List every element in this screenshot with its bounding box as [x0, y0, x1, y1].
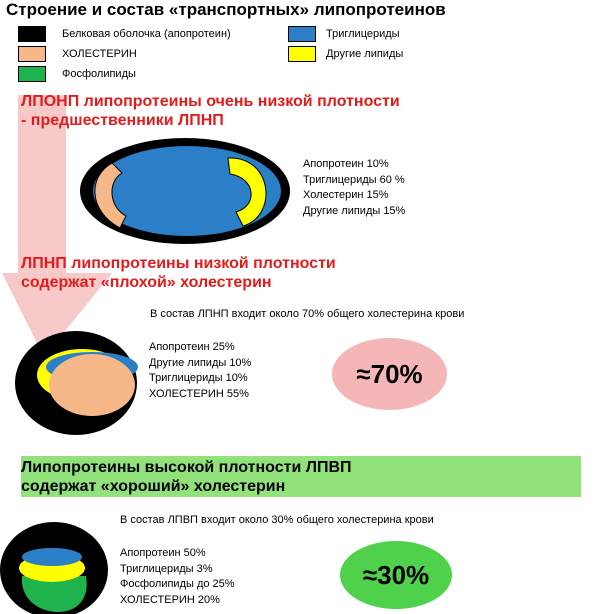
legend-label-other-lipids: Другие липиды [326, 48, 404, 60]
legend-swatch-phospholipids [18, 66, 46, 82]
hdl-composition-item: Апопротеин 50% [120, 547, 206, 559]
hdl-composition [120, 546, 235, 608]
ldl-heading-line1: ЛПНП липопротеины низкой плотности [21, 255, 336, 272]
vldl-heading-line2: - предшественники ЛПНП [21, 112, 224, 129]
legend-swatch-other-lipids [288, 46, 316, 62]
hdl-heading [21, 458, 352, 496]
hdl-particle-diagram [0, 520, 110, 614]
vldl-heading [21, 92, 400, 130]
legend-swatch-triglycerides [288, 26, 316, 42]
hdl-composition-item: ХОЛЕСТЕРИН 20% [120, 593, 220, 606]
vldl-composition-item: Холестерин 15% [303, 189, 389, 201]
ldl-cholesterol-core [49, 354, 135, 416]
ldl-note: В состав ЛПНП входит около 70% общего холестерина крови [150, 308, 465, 320]
legend-label-triglycerides: Триглицериды [326, 28, 400, 40]
hdl-cholesterol-share-badge: ≈30% [340, 541, 452, 609]
hdl-heading-line1: Липопротеины высокой плотности ЛПВП [21, 459, 352, 476]
hdl-triglyceride-layer [22, 548, 82, 566]
hdl-composition-item: Триглицериды 3% [120, 562, 213, 575]
ldl-cholesterol-share-badge: ≈70% [332, 338, 447, 410]
hdl-note: В состав ЛПВП входит около 30% общего холестерина крови [120, 514, 434, 526]
ldl-heading [21, 254, 336, 292]
vldl-composition-item: Апопротеин 10% [303, 158, 389, 170]
ldl-heading-line2: содержат «плохой» холестерин [21, 274, 272, 291]
ldl-particle-diagram [14, 330, 139, 436]
ldl-composition-item: Триглицериды 10% [149, 372, 248, 384]
legend-swatch-cholesterol [18, 46, 46, 62]
ldl-composition-item: Апопротеин 25% [149, 341, 235, 353]
page-title: Строение и состав «транспортных» липопротеинов [6, 0, 446, 19]
ldl-composition-item: ХОЛЕСТЕРИН 55% [149, 387, 249, 400]
ldl-composition-item: Другие липиды 10% [149, 356, 252, 369]
vldl-composition [303, 157, 405, 219]
hdl-heading-line2: содержат «хороший» холестерин [21, 478, 286, 495]
vldl-composition-item: Другие липиды 15% [303, 204, 406, 217]
vldl-composition-item: Триглицериды 60 % [303, 173, 405, 186]
legend-label-cholesterol: ХОЛЕСТЕРИН [62, 48, 137, 60]
hdl-composition-item: Фосфолипиды до 25% [120, 578, 235, 590]
ldl-composition [149, 340, 251, 402]
legend-label-apoprotein: Белковая оболочка (апопротеин) [62, 28, 231, 40]
legend-swatch-apoprotein [18, 26, 46, 42]
legend-label-phospholipids: Фосфолипиды [62, 68, 136, 80]
vldl-particle-diagram [78, 136, 293, 246]
vldl-heading-line1: ЛПОНП липопротеины очень низкой плотности [21, 93, 400, 110]
